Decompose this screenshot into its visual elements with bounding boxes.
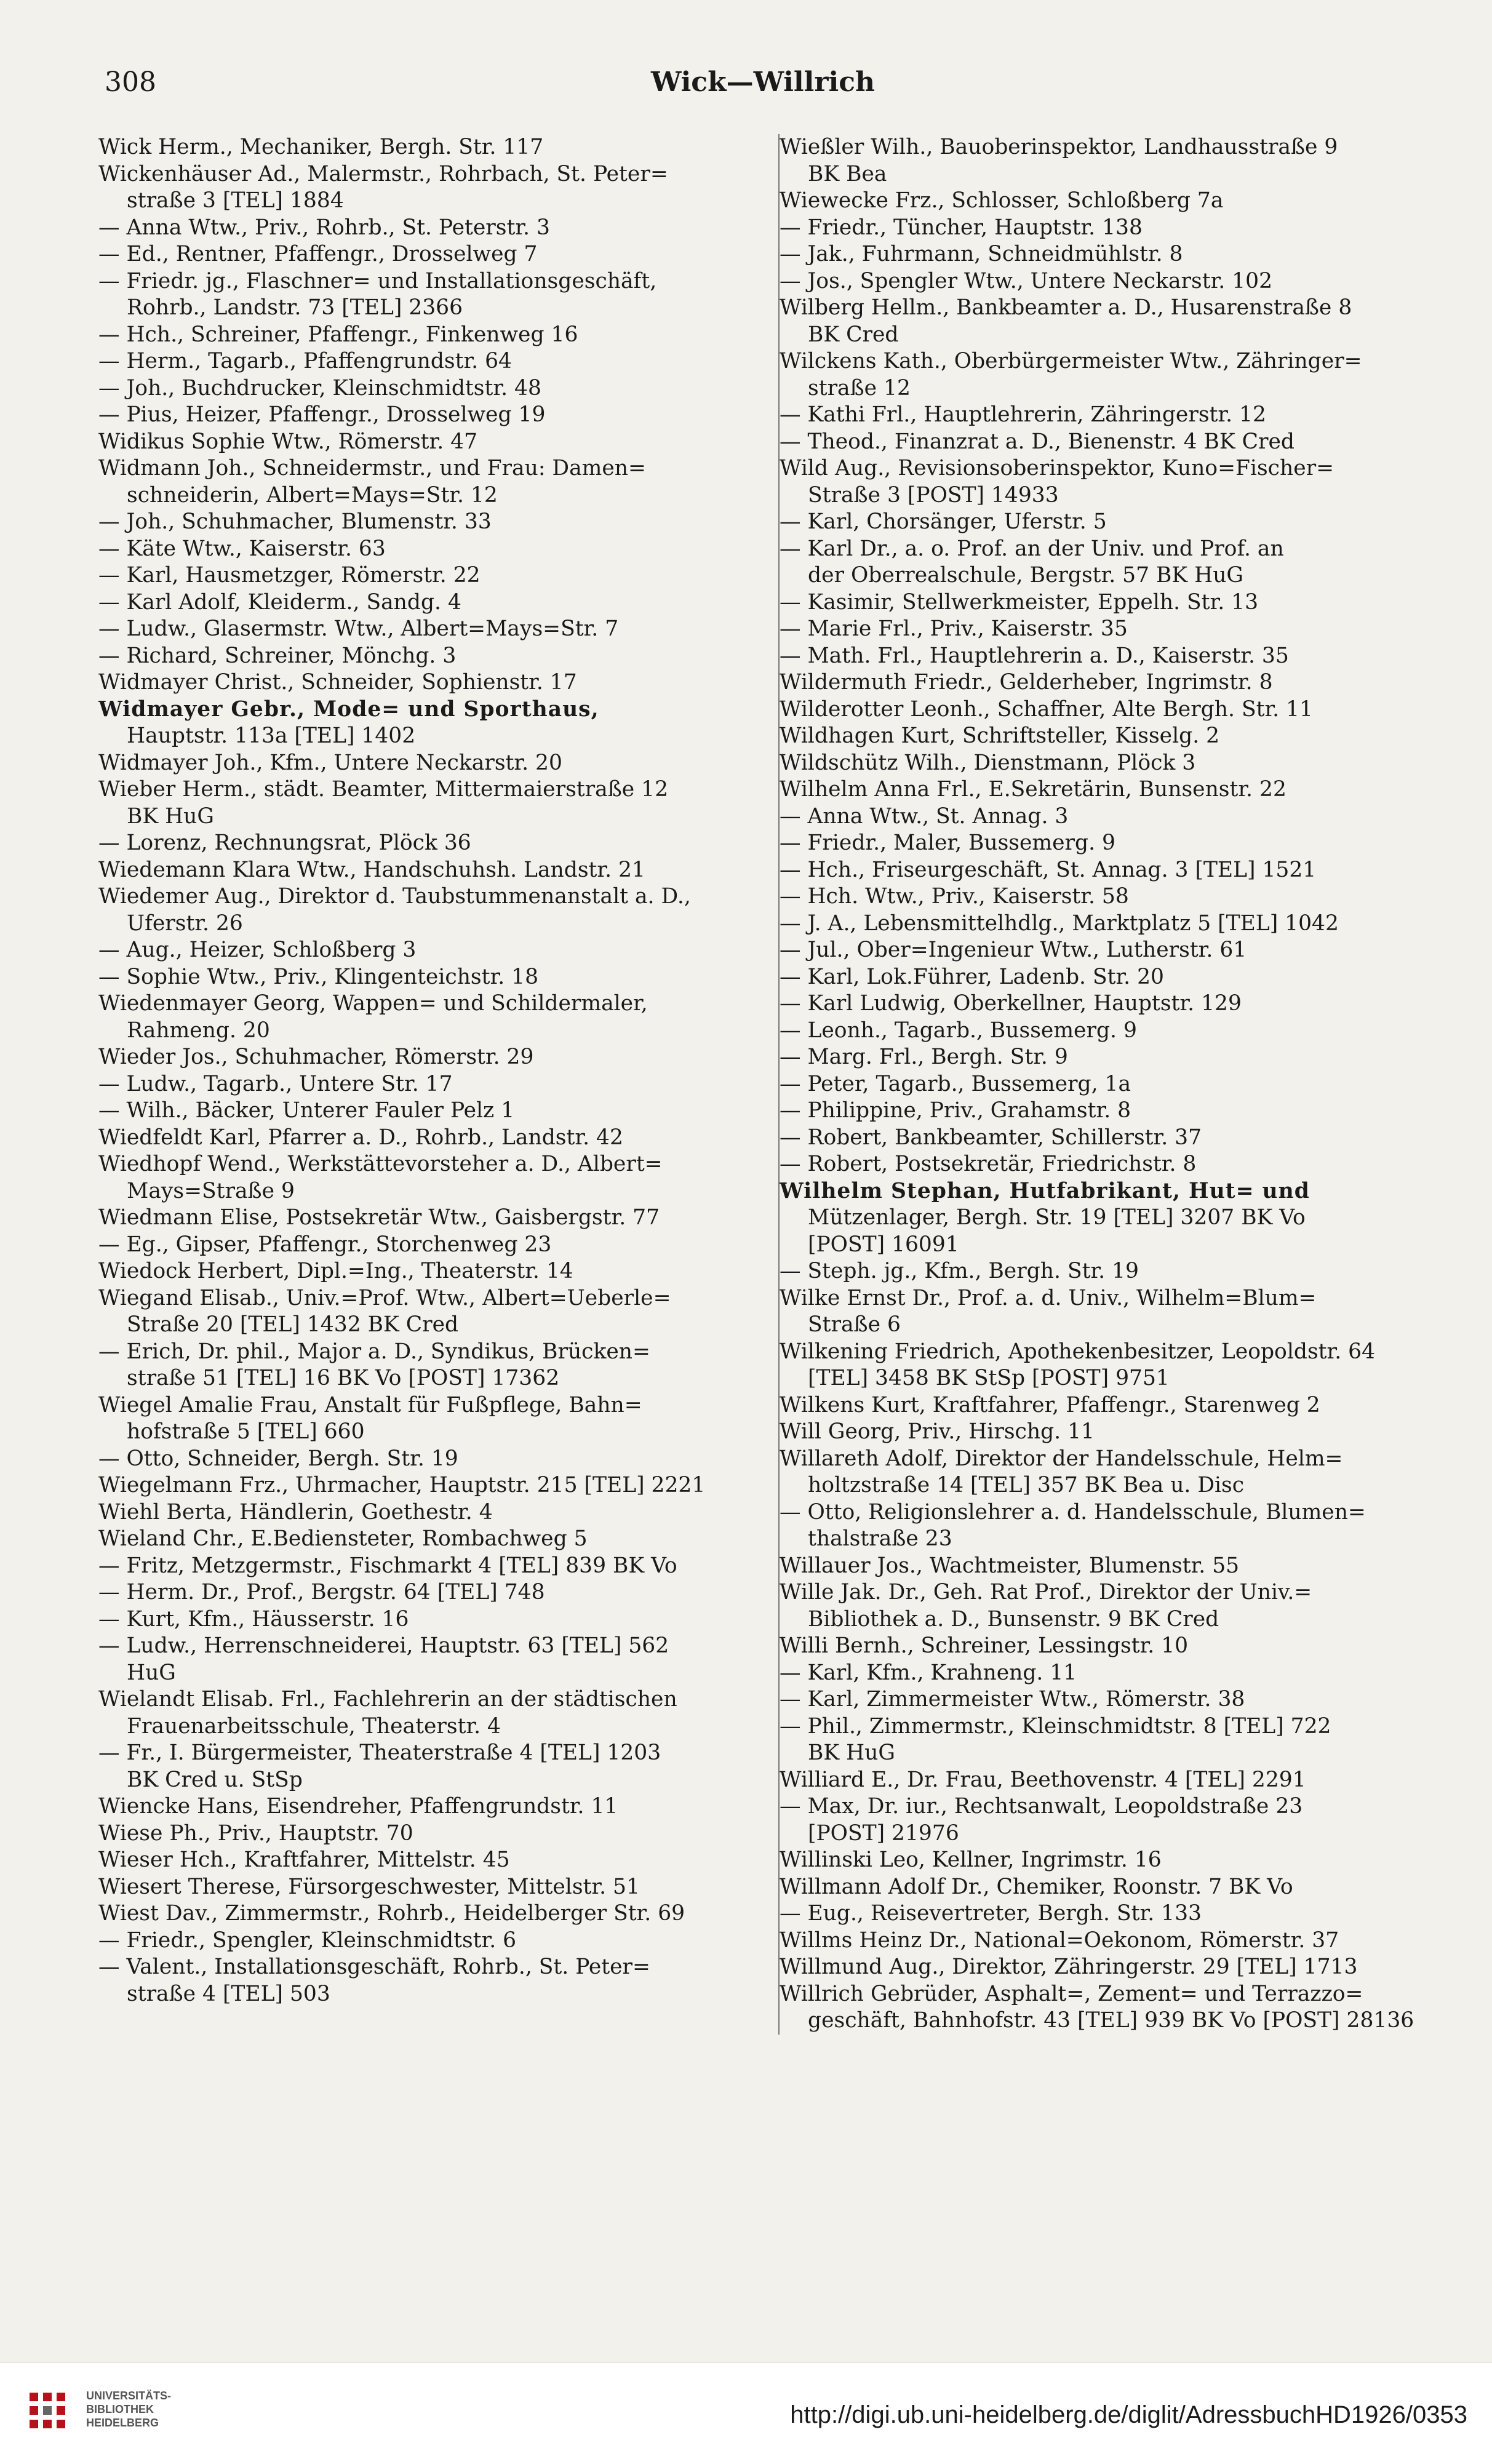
directory-entry <box>98 429 757 456</box>
directory-entry <box>780 830 1438 857</box>
directory-entry <box>780 1178 1438 1259</box>
directory-entry <box>780 589 1438 616</box>
entry-line: — Ed., Rentner, Pfaffengr., Drosselweg 7 <box>98 242 538 266</box>
directory-entry <box>780 1874 1438 1901</box>
entry-continuation-line: [POST] 21976 <box>808 1820 959 1846</box>
entry-continuation-line: thalstraße 23 <box>808 1526 952 1551</box>
entry-continuation-line: HuG <box>127 1660 176 1685</box>
entry-line: Willi Bernh., Schreiner, Lessingstr. 10 <box>780 1633 1189 1658</box>
entry-line: Willauer Jos., Wachtmeister, Blumenstr. 55 <box>780 1553 1240 1578</box>
directory-entry <box>98 1633 757 1686</box>
directory-entry <box>98 964 757 991</box>
directory-entry <box>780 1018 1438 1045</box>
entry-line: — Jul., Ober=Ingenieur Wtw., Lutherstr. 61 <box>780 938 1247 962</box>
entry-line: — Jos., Spengler Wtw., Untere Neckarstr. 102 <box>780 268 1273 293</box>
directory-entry <box>98 1044 757 1071</box>
entry-line: Wieder Jos., Schuhmacher, Römerstr. 29 <box>98 1045 534 1069</box>
entry-line: — Marie Frl., Priv., Kaiserstr. 35 <box>780 616 1128 641</box>
directory-entry <box>98 1900 757 1928</box>
directory-entry <box>780 1446 1438 1499</box>
entry-line: — Friedr., Tüncher, Hauptstr. 138 <box>780 215 1143 240</box>
directory-entry <box>98 1954 757 2007</box>
entry-line: Willmund Aug., Direktor, Zähringerstr. 29 [TEL] 1713 <box>780 1955 1358 1979</box>
entry-line: Wieland Chr., E.Bediensteter, Rombachweg 5 <box>98 1526 588 1551</box>
entry-line: — Pius, Heizer, Pfaffengr., Drosselweg 19 <box>98 402 546 427</box>
entry-line: Willrich Gebrüder, Asphalt=, Zement= und Terrazzo= <box>780 1981 1363 2006</box>
entry-line: Wiegand Elisab., Univ.=Prof. Wtw., Albert=Ueberle= <box>98 1285 671 1310</box>
directory-entry <box>98 134 757 161</box>
entry-continuation-line: [POST] 16091 <box>808 1232 959 1257</box>
entry-line: — Karl, Zimmermeister Wtw., Römerstr. 38 <box>780 1687 1245 1712</box>
directory-entry <box>98 643 757 670</box>
entry-line: — Theod., Finanzrat a. D., Bienenstr. 4 BK Cred <box>780 429 1295 454</box>
directory-entry <box>780 1258 1438 1285</box>
directory-entry <box>780 723 1438 750</box>
directory-entry <box>780 429 1438 456</box>
entry-line: Widmayer Gebr., Mode= und Sporthaus, <box>98 696 599 722</box>
entry-line: — Ludw., Herrenschneiderei, Hauptstr. 63 [TEL] 562 <box>98 1633 669 1658</box>
entry-line: Widmann Joh., Schneidermstr., und Frau: Damen= <box>98 456 646 480</box>
entry-line: Wiedemer Aug., Direktor d. Taubstummenanstalt a. D., <box>98 884 691 909</box>
entry-line: — J. A., Lebensmittelhdlg., Marktplatz 5 [TEL] 1042 <box>780 911 1339 936</box>
entry-continuation-line: Uferstr. 26 <box>127 911 243 936</box>
directory-entry <box>780 1847 1438 1874</box>
directory-entry <box>780 1071 1438 1098</box>
entry-line: Wiegelmann Frz., Uhrmacher, Hauptstr. 215 [TEL] 2221 <box>98 1473 706 1497</box>
entry-line: Wiedemann Klara Wtw., Handschuhsh. Landstr. 21 <box>98 857 645 882</box>
directory-entry <box>780 937 1438 964</box>
entry-line: — Max, Dr. iur., Rechtsanwalt, Leopoldstraße 23 <box>780 1794 1303 1819</box>
entry-continuation-line: Straße 3 [POST] 14933 <box>808 482 1059 508</box>
entry-line: — Karl, Kfm., Krahneng. 11 <box>780 1660 1077 1685</box>
entry-line: — Hch. Wtw., Priv., Kaiserstr. 58 <box>780 884 1129 909</box>
entry-line: — Joh., Buchdrucker, Kleinschmidtstr. 48 <box>98 375 541 401</box>
directory-entry <box>98 562 757 589</box>
directory-entry <box>98 348 757 375</box>
entry-line: Wieber Herm., städt. Beamter, Mittermaierstraße 12 <box>98 777 669 802</box>
directory-entry <box>780 215 1438 242</box>
page-number: 308 <box>105 66 156 98</box>
entry-line: Wiencke Hans, Eisendreher, Pfaffengrundstr. 11 <box>98 1794 618 1819</box>
directory-entry <box>98 857 757 884</box>
directory-entry <box>98 1874 757 1901</box>
entry-line: — Leonh., Tagarb., Bussemerg. 9 <box>780 1018 1137 1043</box>
entry-line: — Robert, Postsekretär, Friedrichstr. 8 <box>780 1152 1197 1176</box>
entry-line: — Karl Adolf, Kleiderm., Sandg. 4 <box>98 589 461 615</box>
directory-entry <box>780 883 1438 911</box>
directory-entry <box>98 1579 757 1606</box>
directory-entry <box>98 1098 757 1125</box>
directory-entry <box>780 1954 1438 1981</box>
directory-entry <box>780 268 1438 295</box>
directory-entry <box>98 215 757 242</box>
directory-entry <box>780 1767 1438 1794</box>
directory-entry <box>98 1446 757 1473</box>
directory-entry <box>780 696 1438 724</box>
entry-continuation-line: BK Cred u. StSp <box>127 1767 303 1792</box>
entry-line: — Phil., Zimmermstr., Kleinschmidtstr. 8 [TEL] 722 <box>780 1713 1331 1739</box>
directory-entry <box>780 1044 1438 1071</box>
entry-line: Widikus Sophie Wtw., Römerstr. 47 <box>98 429 478 454</box>
entry-line: — Eug., Reisevertreter, Bergh. Str. 133 <box>780 1901 1202 1926</box>
directory-entry <box>98 402 757 429</box>
directory-entry <box>780 1686 1438 1713</box>
entry-continuation-line: BK Cred <box>808 322 899 347</box>
entry-line: Wiest Dav., Zimmermstr., Rohrb., Heidelberger Str. 69 <box>98 1901 685 1926</box>
right-column <box>778 134 1438 2035</box>
directory-entry <box>98 1606 757 1633</box>
directory-entry <box>780 1793 1438 1847</box>
entry-continuation-line: Rahmeng. 20 <box>127 1018 270 1043</box>
entry-line: — Friedr. jg., Flaschner= und Installationsgeschäft, <box>98 268 657 293</box>
directory-entry <box>98 1258 757 1285</box>
entry-line: Wilke Ernst Dr., Prof. a. d. Univ., Wilhelm=Blum= <box>780 1285 1317 1310</box>
directory-entry <box>780 1285 1438 1339</box>
entry-line: Wiesert Therese, Fürsorgeschwester, Mittelstr. 51 <box>98 1874 640 1899</box>
directory-entry <box>98 1071 757 1098</box>
directory-entry <box>98 1847 757 1874</box>
entry-continuation-line: Hauptstr. 113a [TEL] 1402 <box>127 724 416 748</box>
directory-entry <box>98 161 757 215</box>
entry-line: Wiegel Amalie Frau, Anstalt für Fußpflege, Bahn= <box>98 1392 642 1417</box>
directory-entry <box>780 1553 1438 1580</box>
entry-continuation-line: [TEL] 3458 BK StSp [POST] 9751 <box>808 1366 1170 1390</box>
directory-entry <box>780 1419 1438 1446</box>
entry-line: Widmayer Joh., Kfm., Untere Neckarstr. 20 <box>98 750 562 775</box>
directory-entry <box>780 911 1438 938</box>
entry-line: — Hch., Schreiner, Pfaffengr., Finkenweg 16 <box>98 322 578 347</box>
directory-entry <box>780 1579 1438 1633</box>
entry-line: — Karl Dr., a. o. Prof. an der Univ. und Prof. an <box>780 536 1284 561</box>
directory-entry <box>780 1125 1438 1152</box>
entry-line: Wilkens Kurt, Kraftfahrer, Pfaffengr., Starenweg 2 <box>780 1392 1320 1417</box>
entry-line: — Lorenz, Rechnungsrat, Plöck 36 <box>98 831 471 855</box>
entry-line: Williard E., Dr. Frau, Beethovenstr. 4 [TEL] 2291 <box>780 1767 1306 1792</box>
directory-entry <box>98 1499 757 1526</box>
directory-entry <box>98 1285 757 1339</box>
entry-line: Wiedfeldt Karl, Pfarrer a. D., Rohrb., Landstr. 42 <box>98 1125 623 1150</box>
entry-continuation-line: hofstraße 5 [TEL] 660 <box>127 1419 365 1444</box>
entry-line: — Steph. jg., Kfm., Bergh. Str. 19 <box>780 1259 1139 1283</box>
directory-entry <box>98 1793 757 1820</box>
directory-entry <box>98 1205 757 1232</box>
directory-entry <box>98 750 757 777</box>
entry-continuation-line: BK Bea <box>808 161 887 186</box>
entry-line: Wickenhäuser Ad., Malermstr., Rohrbach, St. Peter= <box>98 161 668 186</box>
directory-entry <box>780 1981 1438 2035</box>
entry-line: Wick Herm., Mechaniker, Bergh. Str. 117 <box>98 135 544 159</box>
entry-line: Wilkening Friedrich, Apothekenbesitzer, Leopoldstr. 64 <box>780 1339 1376 1364</box>
directory-entry <box>780 348 1438 402</box>
entry-line: — Valent., Installationsgeschäft, Rohrb., St. Peter= <box>98 1955 650 1979</box>
entry-continuation-line: BK HuG <box>808 1740 895 1765</box>
entry-line: — Ludw., Glasermstr. Wtw., Albert=Mays=Str. 7 <box>98 616 619 641</box>
directory-entry <box>780 616 1438 643</box>
footer <box>0 2362 1492 2464</box>
entry-line: Wilhelm Stephan, Hutfabrikant, Hut= und <box>780 1178 1310 1203</box>
directory-entry <box>780 1928 1438 1955</box>
entry-line: — Anna Wtw., Priv., Rohrb., St. Peterstr. 3 <box>98 215 550 240</box>
library-name: UNIVERSITÄTS- BIBLIOTHEK HEIDELBERG <box>86 2390 172 2429</box>
entry-continuation-line: Straße 6 <box>808 1312 901 1337</box>
entry-line: — Kurt, Kfm., Häusserstr. 16 <box>98 1606 409 1632</box>
directory-entry <box>98 241 757 268</box>
entry-line: Wieser Hch., Kraftfahrer, Mittelstr. 45 <box>98 1848 510 1872</box>
directory-entry <box>98 509 757 536</box>
entry-line: — Fritz, Metzgermstr., Fischmarkt 4 [TEL] 839 BK Vo <box>98 1553 677 1578</box>
entry-line: — Käte Wtw., Kaiserstr. 63 <box>98 536 386 561</box>
entry-line: Wiedock Herbert, Dipl.=Ing., Theaterstr. 14 <box>98 1259 573 1283</box>
entry-line: — Herm. Dr., Prof., Bergstr. 64 [TEL] 748 <box>98 1580 545 1605</box>
entry-line: — Aug., Heizer, Schloßberg 3 <box>98 938 417 962</box>
directory-entry <box>98 1151 757 1205</box>
entry-continuation-line: BK HuG <box>127 803 214 829</box>
entry-continuation-line: der Oberrealschule, Bergstr. 57 BK HuG <box>808 563 1243 588</box>
entry-continuation-line: Rohrb., Landstr. 73 [TEL] 2366 <box>127 295 463 320</box>
page-title: Wick—Willrich <box>650 66 876 98</box>
entry-line: — Richard, Schreiner, Mönchg. 3 <box>98 643 457 668</box>
directory-entry <box>98 1553 757 1580</box>
directory-entry <box>780 509 1438 536</box>
entry-continuation-line: straße 51 [TEL] 16 BK Vo [POST] 17362 <box>127 1366 560 1390</box>
directory-entry <box>98 1125 757 1152</box>
entry-line: Wille Jak. Dr., Geh. Rat Prof., Direktor der Univ.= <box>780 1580 1312 1605</box>
entry-line: — Sophie Wtw., Priv., Klingenteichstr. 18 <box>98 964 539 989</box>
entry-continuation-line: Straße 20 [TEL] 1432 BK Cred <box>127 1312 459 1337</box>
entry-line: — Wilh., Bäcker, Unterer Fauler Pelz 1 <box>98 1098 515 1123</box>
entry-line: Willmann Adolf Dr., Chemiker, Roonstr. 7 BK Vo <box>780 1874 1293 1899</box>
directory-entry <box>98 1392 757 1446</box>
entry-line: Widmayer Christ., Schneider, Sophienstr. 17 <box>98 670 577 695</box>
directory-entry <box>98 455 757 509</box>
entry-line: — Friedr., Spengler, Kleinschmidtstr. 6 <box>98 1928 517 1953</box>
directory-entry <box>98 991 757 1044</box>
entry-line: Wilhelm Anna Frl., E.Sekretärin, Bunsenstr. 22 <box>780 777 1287 802</box>
entry-line: Wiewecke Frz., Schlosser, Schloßberg 7a <box>780 188 1224 213</box>
directory-entry <box>780 991 1438 1018</box>
entry-continuation-line: holtzstraße 14 [TEL] 357 BK Bea u. Disc <box>808 1473 1245 1497</box>
directory-entry <box>98 1232 757 1259</box>
directory-entry <box>98 616 757 643</box>
directory-entry <box>98 937 757 964</box>
entry-line: — Hch., Friseurgeschäft, St. Annag. 3 [TEL] 1521 <box>780 857 1317 882</box>
directory-entry <box>98 669 757 696</box>
page-header <box>92 62 1434 111</box>
directory-entry <box>780 669 1438 696</box>
entry-line: Wilderotter Leonh., Schaffner, Alte Bergh. Str. 11 <box>780 696 1313 722</box>
entry-line: — Erich, Dr. phil., Major a. D., Syndikus, Brücken= <box>98 1339 650 1364</box>
entry-continuation-line: straße 3 [TEL] 1884 <box>127 188 344 213</box>
entry-line: — Karl, Lok.Führer, Ladenb. Str. 20 <box>780 964 1164 989</box>
entry-line: Wildschütz Wilh., Dienstmann, Plöck 3 <box>780 750 1196 775</box>
entry-line: Wilberg Hellm., Bankbeamter a. D., Husarenstraße 8 <box>780 295 1352 320</box>
directory-entry <box>780 1098 1438 1125</box>
entry-continuation-line: Frauenarbeitsschule, Theaterstr. 4 <box>127 1713 501 1739</box>
entry-line: — Anna Wtw., St. Annag. 3 <box>780 803 1069 829</box>
directory-entry <box>780 1900 1438 1928</box>
entry-line: — Peter, Tagarb., Bussemerg, 1a <box>780 1071 1131 1096</box>
directory-entry <box>780 1633 1438 1660</box>
directory-entry <box>780 1339 1438 1392</box>
entry-line: — Philippine, Priv., Grahamstr. 8 <box>780 1098 1131 1123</box>
directory-entry <box>780 455 1438 509</box>
entry-line: Wiese Ph., Priv., Hauptstr. 70 <box>98 1820 413 1846</box>
source-url-link[interactable]: http://digi.ub.uni-heidelberg.de/diglit/AdressbuchHD1926/0353 <box>790 2401 1467 2428</box>
entry-line: — Eg., Gipser, Pfaffengr., Storchenweg 23 <box>98 1232 552 1257</box>
entry-continuation-line: straße 4 [TEL] 503 <box>127 1981 330 2006</box>
entry-line: Willinski Leo, Kellner, Ingrimstr. 16 <box>780 1848 1162 1872</box>
entry-line: Wild Aug., Revisionsoberinspektor, Kuno=Fischer= <box>780 456 1334 480</box>
directory-entry <box>780 1660 1438 1687</box>
directory-entry <box>780 857 1438 884</box>
entry-continuation-line: straße 12 <box>808 375 911 401</box>
entry-line: — Otto, Religionslehrer a. d. Handelsschule, Blumen= <box>780 1499 1366 1525</box>
entry-line: — Herm., Tagarb., Pfaffengrundstr. 64 <box>98 349 513 373</box>
directory-entry <box>98 696 757 750</box>
directory-entry <box>98 322 757 349</box>
directory-entry <box>98 375 757 402</box>
entry-line: Wiehl Berta, Händlerin, Goethestr. 4 <box>98 1499 493 1525</box>
directory-entry <box>780 1713 1438 1767</box>
entry-continuation-line: Mützenlager, Bergh. Str. 19 [TEL] 3207 BK Vo <box>808 1205 1306 1230</box>
directory-entry <box>780 241 1438 268</box>
directory-entry <box>98 1740 757 1793</box>
directory-entry <box>780 536 1438 589</box>
entry-line: — Friedr., Maler, Bussemerg. 9 <box>780 831 1116 855</box>
directory-entry <box>780 134 1438 188</box>
directory-entry <box>98 1472 757 1499</box>
entry-continuation-line: geschäft, Bahnhofstr. 43 [TEL] 939 BK Vo [POST] 28136 <box>808 2008 1414 2033</box>
directory-entry <box>780 750 1438 777</box>
entry-line: Wielandt Elisab. Frl., Fachlehrerin an der städtischen <box>98 1687 677 1712</box>
entry-line: Wießler Wilh., Bauoberinspektor, Landhausstraße 9 <box>780 135 1338 159</box>
directory-entry <box>780 295 1438 348</box>
entry-line: Wildhagen Kurt, Schriftsteller, Kisselg. 2 <box>780 724 1220 748</box>
entry-line: — Karl, Chorsänger, Uferstr. 5 <box>780 509 1107 534</box>
entry-line: — Ludw., Tagarb., Untere Str. 17 <box>98 1071 453 1096</box>
entry-line: — Karl, Hausmetzger, Römerstr. 22 <box>98 563 481 588</box>
directory-entry <box>780 643 1438 670</box>
directory-entry <box>98 883 757 937</box>
entry-line: — Robert, Bankbeamter, Schillerstr. 37 <box>780 1125 1202 1150</box>
entry-line: — Joh., Schuhmacher, Blumenstr. 33 <box>98 509 492 534</box>
directory-entry <box>98 1526 757 1553</box>
directory-entry <box>98 776 757 830</box>
directory-entry <box>780 402 1438 429</box>
entry-continuation-line: Bibliothek a. D., Bunsenstr. 9 BK Cred <box>808 1606 1219 1632</box>
directory-entry <box>98 1686 757 1740</box>
entry-line: Willms Heinz Dr., National=Oekonom, Römerstr. 37 <box>780 1928 1339 1953</box>
directory-entry <box>98 268 757 322</box>
entry-line: — Kathi Frl., Hauptlehrerin, Zähringerstr. 12 <box>780 402 1266 427</box>
entry-line: Wiedmann Elise, Postsekretär Wtw., Gaisbergstr. 77 <box>98 1205 660 1230</box>
directory-entry <box>780 803 1438 831</box>
entry-line: — Otto, Schneider, Bergh. Str. 19 <box>98 1446 458 1471</box>
directory-entry <box>98 1339 757 1392</box>
entry-line: Wiedenmayer Georg, Wappen= und Schildermaler, <box>98 991 648 1016</box>
directory-entry <box>780 1151 1438 1178</box>
entry-continuation-line: schneiderin, Albert=Mays=Str. 12 <box>127 482 498 508</box>
directory-entry <box>98 1928 757 1955</box>
entry-line: — Kasimir, Stellwerkmeister, Eppelh. Str. 13 <box>780 589 1259 615</box>
directory-entry <box>98 1820 757 1848</box>
directory-entry <box>98 830 757 857</box>
entry-line: — Jak., Fuhrmann, Schneidmühlstr. 8 <box>780 242 1183 266</box>
entry-line: Will Georg, Priv., Hirschg. 11 <box>780 1419 1095 1444</box>
directory-entry <box>780 1499 1438 1553</box>
entry-line: Wildermuth Friedr., Gelderheber, Ingrimstr. 8 <box>780 670 1273 695</box>
entry-line: — Karl Ludwig, Oberkellner, Hauptstr. 129 <box>780 991 1242 1016</box>
library-logo-icon <box>25 2388 78 2441</box>
directory-entry <box>780 964 1438 991</box>
entry-line: — Marg. Frl., Bergh. Str. 9 <box>780 1045 1068 1069</box>
directory-entry <box>98 589 757 616</box>
entry-line: — Math. Frl., Hauptlehrerin a. D., Kaiserstr. 35 <box>780 643 1289 668</box>
directory-entry <box>98 536 757 563</box>
entry-line: — Fr., I. Bürgermeister, Theaterstraße 4 [TEL] 1203 <box>98 1740 661 1765</box>
entry-continuation-line: Mays=Straße 9 <box>127 1178 295 1203</box>
directory-entry <box>780 188 1438 215</box>
directory-entry <box>780 776 1438 803</box>
left-column <box>98 134 757 2007</box>
entry-line: Wiedhopf Wend., Werkstättevorsteher a. D., Albert= <box>98 1152 663 1176</box>
entry-line: Wilckens Kath., Oberbürgermeister Wtw., Zähringer= <box>780 349 1362 373</box>
entry-line: Willareth Adolf, Direktor der Handelsschule, Helm= <box>780 1446 1343 1471</box>
directory-entry <box>780 1392 1438 1419</box>
